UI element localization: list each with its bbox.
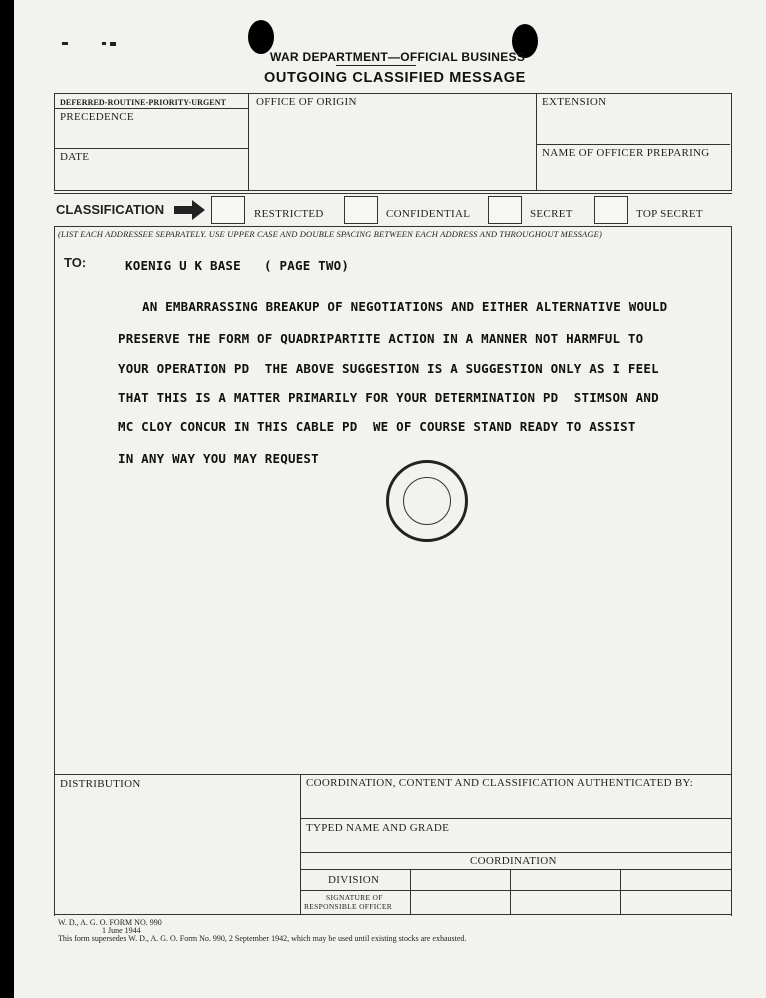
precedence-field[interactable]: PRECEDENCE: [60, 111, 134, 123]
divider: [54, 108, 248, 109]
top-secret-label: TOP SECRET: [636, 208, 703, 220]
form-sheet: [14, 0, 766, 998]
scan-mark: [62, 42, 68, 45]
divider: [536, 93, 537, 190]
divider: [300, 852, 732, 853]
to-label: TO:: [64, 255, 87, 270]
form-number: W. D., A. G. O. FORM NO. 990: [58, 918, 162, 927]
punch-hole-left: [248, 20, 274, 54]
instructions-text: (LIST EACH ADDRESSEE SEPARATELY. USE UPPER CASE AND DOUBLE SPACING BETWEEN EACH ADDRESS AND THROUGHOUT MESSAGE): [58, 229, 602, 239]
divider: [510, 869, 511, 914]
message-line: IN ANY WAY YOU MAY REQUEST: [118, 451, 319, 466]
divider: [54, 193, 732, 194]
top-secret-checkbox[interactable]: [594, 196, 628, 224]
message-line: MC CLOY CONCUR IN THIS CABLE PD WE OF COURSE STAND READY TO ASSIST: [118, 419, 636, 434]
authenticated-by-field[interactable]: COORDINATION, CONTENT AND CLASSIFICATION AUTHENTICATED BY:: [306, 777, 694, 789]
scan-mark: [102, 42, 106, 45]
secret-checkbox[interactable]: [488, 196, 522, 224]
divider: [300, 890, 732, 891]
divider: [54, 774, 732, 775]
right-arrow-icon: [174, 200, 206, 220]
restricted-label: RESTRICTED: [254, 208, 324, 220]
distribution-field[interactable]: DISTRIBUTION: [60, 778, 141, 790]
divider: [54, 226, 732, 227]
scan-mark: [110, 42, 116, 46]
date-field[interactable]: DATE: [60, 151, 90, 163]
divider: [410, 869, 411, 914]
divider: [536, 144, 730, 145]
signature-label-2: RESPONSIBLE OFFICER: [304, 902, 393, 911]
classification-label: CLASSIFICATION: [56, 202, 165, 217]
addressee: KOENIG U K BASE ( PAGE TWO): [125, 258, 350, 273]
precedence-options: DEFERRED-ROUTINE-PRIORITY-URGENT: [60, 98, 227, 107]
divider: [300, 869, 732, 870]
divider: [300, 774, 301, 914]
divider: [300, 818, 732, 819]
message-line: THAT THIS IS A MATTER PRIMARILY FOR YOUR DETERMINATION PD STIMSON AND: [118, 390, 659, 405]
header-title: OUTGOING CLASSIFIED MESSAGE: [264, 70, 526, 86]
supersedes-note: This form supersedes W. D., A. G. O. Form No. 990, 2 September 1942, which may be used until existing stocks are exhausted.: [58, 934, 467, 943]
divider: [731, 226, 732, 916]
message-line: PRESERVE THE FORM OF QUADRIPARTITE ACTION IN A MANNER NOT HARMFUL TO: [118, 331, 644, 346]
archives-stamp: [386, 460, 468, 542]
header-department: WAR DEPARTMENT—OFFICIAL BUSINESS: [270, 50, 526, 64]
form-date: 1 June 1944: [102, 926, 141, 935]
officer-preparing-field[interactable]: NAME OF OFFICER PREPARING: [542, 147, 710, 159]
divider: [248, 93, 249, 190]
stamp-inner-ring: [403, 477, 451, 525]
signature-label-1: SIGNATURE OF: [326, 893, 383, 902]
secret-label: SECRET: [530, 208, 573, 220]
typed-name-field[interactable]: TYPED NAME AND GRADE: [306, 822, 450, 834]
divider: [54, 226, 55, 916]
extension-field[interactable]: EXTENSION: [542, 96, 607, 108]
office-of-origin-field[interactable]: OFFICE OF ORIGIN: [256, 96, 357, 108]
restricted-checkbox[interactable]: [211, 196, 245, 224]
divider: [54, 914, 732, 915]
divider: [620, 869, 621, 914]
division-label: DIVISION: [328, 874, 380, 886]
coordination-label: COORDINATION: [470, 855, 557, 867]
confidential-checkbox[interactable]: [344, 196, 378, 224]
divider: [54, 148, 248, 149]
message-line: YOUR OPERATION PD THE ABOVE SUGGESTION IS A SUGGESTION ONLY AS I FEEL: [118, 361, 659, 376]
header-underline: [336, 65, 416, 66]
message-line: AN EMBARRASSING BREAKUP OF NEGOTIATIONS AND EITHER ALTERNATIVE WOULD: [142, 299, 668, 314]
confidential-label: CONFIDENTIAL: [386, 208, 471, 220]
